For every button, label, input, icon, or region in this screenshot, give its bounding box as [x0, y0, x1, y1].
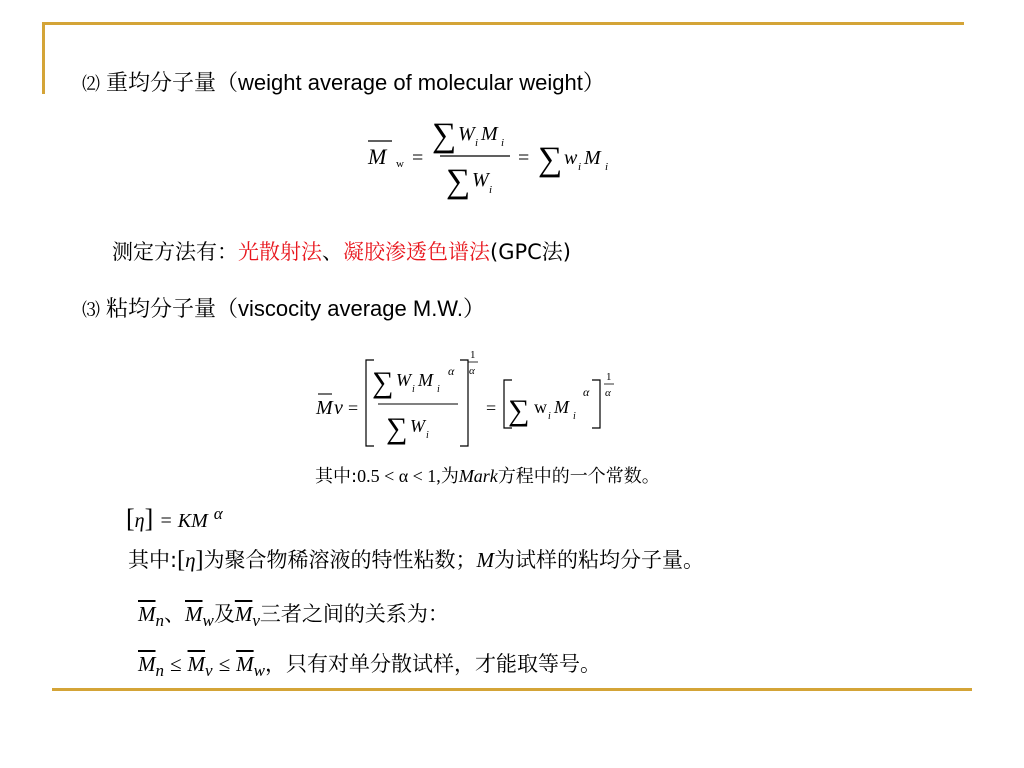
leq-1: ≤	[170, 652, 182, 676]
eta-text: 为聚合物稀溶液的特性粘数；	[203, 548, 477, 572]
eta-description	[128, 544, 704, 574]
mark-word: Mark	[458, 466, 498, 486]
svg-text:M: M	[418, 370, 433, 390]
svg-text:i: i	[489, 184, 493, 196]
left-rule	[42, 22, 45, 94]
equation-rhs: = KM	[159, 510, 208, 532]
mw-ineq: $\overline{M}$	[236, 652, 254, 676]
svg-text:∑: ∑	[446, 163, 471, 200]
method-separator: 、	[322, 240, 343, 264]
svg-text:W: W	[410, 416, 425, 436]
svg-text:v: v	[334, 397, 343, 419]
equation-exponent: α	[213, 504, 223, 524]
svg-text:w: w	[534, 397, 547, 417]
section2-title-en: weight average of molecular weight	[238, 70, 583, 95]
svg-text:i: i	[605, 161, 609, 173]
mn-ineq: $\overline{M}$	[138, 652, 156, 676]
mv-symbol: $\overline{M}$	[234, 602, 253, 626]
measure-suffix: (GPC法)	[490, 240, 571, 264]
section3-title-close: ）	[462, 297, 485, 322]
mv-ineq-sub: v	[205, 661, 213, 681]
svg-text:=: =	[348, 398, 359, 418]
svg-text:w: w	[564, 147, 578, 169]
eta-bracket-open: [	[126, 504, 135, 533]
alpha-note-suffix: 方程中的一个常数。	[497, 466, 660, 487]
mark-houwink-equation	[126, 504, 223, 534]
svg-text:=: =	[486, 398, 497, 418]
measure-line	[112, 236, 571, 266]
svg-text:i: i	[475, 137, 479, 149]
svg-text:=: =	[412, 147, 424, 169]
eta-bracket-close: ]	[144, 504, 154, 533]
relation-text: 三者之间的关系为：	[259, 602, 449, 626]
method-light-scattering: 光散射法	[238, 240, 322, 264]
eta-open: [	[177, 547, 186, 573]
relation-inequality	[138, 648, 601, 681]
relation-conclusion: ，只有对单分散试样，才能取等号。	[264, 652, 601, 676]
eta-symbol: η	[134, 510, 145, 532]
leq-2: ≤	[218, 652, 231, 676]
mv-ineq: $\overline{M}$	[187, 652, 206, 676]
section2-number: ⑵	[82, 74, 100, 95]
svg-text:M: M	[554, 397, 569, 417]
svg-text:i: i	[501, 137, 505, 149]
mv-sub: v	[252, 611, 260, 631]
svg-text:i: i	[573, 411, 576, 422]
svg-text:=: =	[518, 147, 530, 169]
svg-text:i: i	[548, 411, 551, 422]
alpha-note-prefix: 其中:	[315, 466, 358, 487]
mn-sub: n	[155, 611, 164, 631]
mn-ineq-sub: n	[155, 661, 164, 681]
svg-text:W: W	[458, 123, 475, 145]
bottom-rule	[52, 688, 972, 691]
svg-text:M: M	[316, 397, 333, 419]
svg-text:i: i	[437, 384, 440, 395]
eta-note-prefix: 其中:	[128, 548, 178, 572]
alpha-note-mid: 为	[440, 466, 459, 487]
mn-symbol: $\overline{M}$	[138, 602, 156, 626]
svg-text:w: w	[396, 158, 404, 170]
measure-prefix: 测定方法有：	[112, 240, 238, 264]
section3-number: ⑶	[82, 300, 100, 321]
section2-title-close: ）	[582, 71, 605, 96]
svg-text:i: i	[578, 161, 582, 173]
svg-text:M: M	[368, 144, 387, 169]
mw-symbol: $\overline{M}$	[185, 602, 203, 626]
section2-heading	[82, 66, 605, 97]
mw-sub: w	[202, 611, 214, 631]
svg-text:α: α	[583, 385, 590, 399]
svg-text:W: W	[472, 169, 489, 191]
section2-title-cn: 重均分子量（	[106, 71, 239, 96]
svg-text:α: α	[469, 365, 475, 377]
m-text: 为试样的粘均分子量。	[494, 548, 704, 572]
svg-text:1: 1	[606, 371, 612, 383]
mv-formula	[308, 340, 638, 455]
svg-text:α: α	[448, 364, 455, 378]
svg-text:∑: ∑	[372, 366, 394, 399]
svg-text:∑: ∑	[386, 412, 408, 445]
relation-and: 及	[213, 602, 235, 626]
method-gpc: 凝胶渗透色谱法	[343, 240, 490, 264]
alpha-range: 0.5 < α < 1,	[357, 466, 441, 486]
relation-intro	[138, 598, 449, 631]
relation-sep: 、	[164, 602, 185, 626]
mw-ineq-sub: w	[253, 661, 265, 681]
m-symbol: M	[476, 548, 494, 572]
eta-symbol-inline: η	[185, 548, 196, 572]
section3-title-en: viscocity average M.W.	[238, 296, 463, 321]
svg-text:W: W	[396, 370, 411, 390]
section3-title-cn: 粘均分子量（	[106, 297, 239, 322]
alpha-note	[315, 462, 660, 488]
top-rule	[42, 22, 964, 25]
svg-text:∑: ∑	[508, 394, 530, 427]
svg-text:M: M	[481, 123, 498, 145]
svg-text:1: 1	[470, 349, 476, 361]
svg-text:i: i	[426, 430, 429, 441]
svg-text:∑: ∑	[432, 117, 457, 154]
eta-close: ]	[195, 547, 204, 573]
svg-text:i: i	[412, 384, 415, 395]
svg-text:∑: ∑	[538, 141, 563, 178]
mw-formula	[360, 106, 630, 206]
svg-text:α: α	[605, 387, 611, 399]
section3-heading	[82, 292, 485, 323]
svg-text:M: M	[584, 147, 601, 169]
